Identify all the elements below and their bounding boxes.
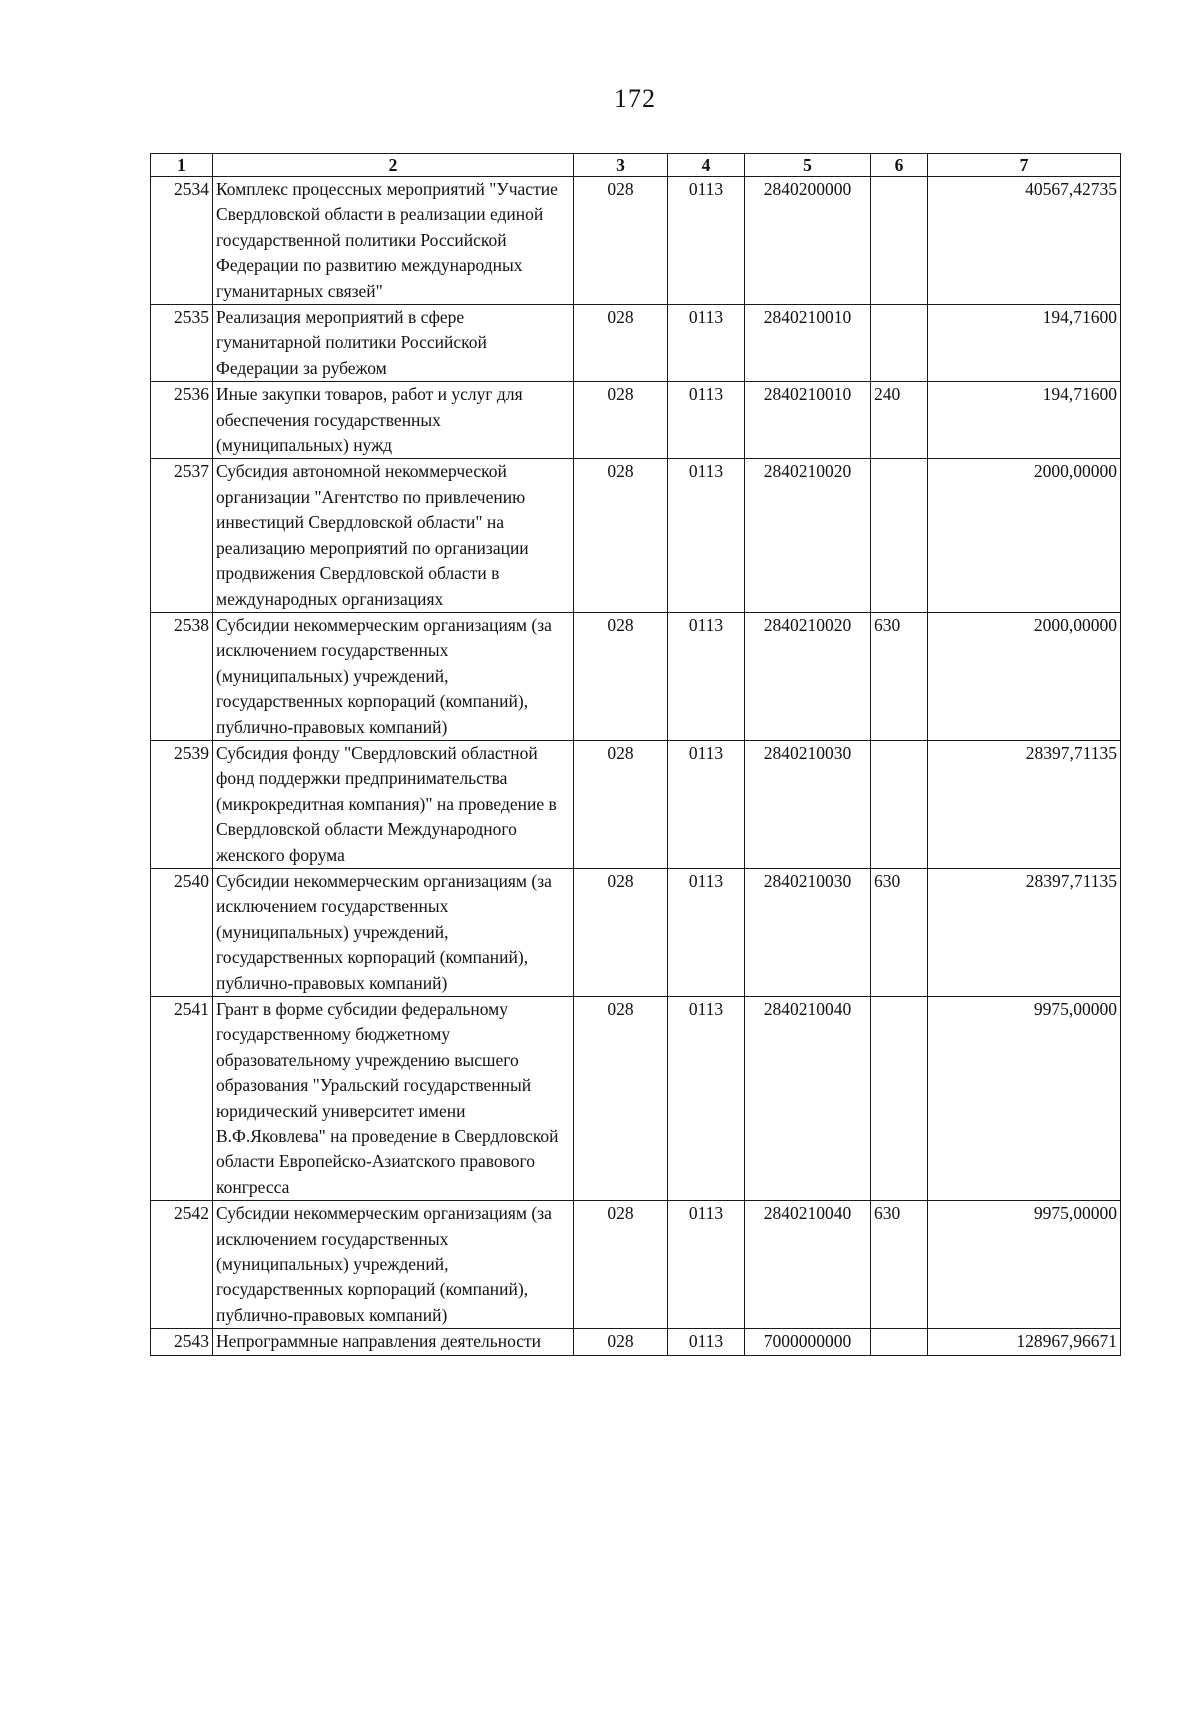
table-row bbox=[151, 382, 1121, 459]
header-col-7: 7 bbox=[928, 154, 1121, 177]
row-number: 2538 bbox=[151, 612, 213, 740]
row-description: Иные закупки товаров, работ и услуг для обеспечения государственных (муниципальных) нужд bbox=[213, 382, 574, 459]
row-number: 2534 bbox=[151, 177, 213, 305]
row-col-3: 028 bbox=[574, 997, 668, 1201]
row-col-4: 0113 bbox=[668, 177, 745, 305]
row-col-3: 028 bbox=[574, 740, 668, 868]
header-col-6: 6 bbox=[871, 154, 928, 177]
row-col-3: 028 bbox=[574, 382, 668, 459]
row-col-6 bbox=[871, 177, 928, 305]
row-col-3: 028 bbox=[574, 177, 668, 305]
header-row bbox=[151, 154, 1121, 177]
table-row bbox=[151, 740, 1121, 868]
row-number: 2539 bbox=[151, 740, 213, 868]
row-col-4: 0113 bbox=[668, 612, 745, 740]
table-row bbox=[151, 1201, 1121, 1329]
row-amount: 194,71600 bbox=[928, 305, 1121, 382]
row-description: Непрограммные направления деятельности bbox=[213, 1329, 574, 1355]
row-col-5: 2840210040 bbox=[745, 1201, 871, 1329]
row-amount: 2000,00000 bbox=[928, 459, 1121, 612]
row-col-5: 2840210010 bbox=[745, 305, 871, 382]
table-row bbox=[151, 305, 1121, 382]
row-col-6: 240 bbox=[871, 382, 928, 459]
table-header bbox=[151, 154, 1121, 177]
row-description: Комплекс процессных мероприятий "Участие Свердловской области в реализации единой государственной политики Российской Федерации по развитию международных гуманитарных связей" bbox=[213, 177, 574, 305]
row-col-3: 028 bbox=[574, 459, 668, 612]
page-number: 172 bbox=[614, 84, 656, 113]
row-col-4: 0113 bbox=[668, 1201, 745, 1329]
row-col-6: 630 bbox=[871, 868, 928, 996]
row-col-3: 028 bbox=[574, 868, 668, 996]
table-row bbox=[151, 612, 1121, 740]
row-col-4: 0113 bbox=[668, 382, 745, 459]
row-col-6 bbox=[871, 305, 928, 382]
table-row bbox=[151, 459, 1121, 612]
row-col-5: 2840200000 bbox=[745, 177, 871, 305]
row-col-6 bbox=[871, 459, 928, 612]
row-col-5: 2840210030 bbox=[745, 868, 871, 996]
table-row bbox=[151, 177, 1121, 305]
row-description: Субсидии некоммерческим организациям (за исключением государственных (муниципальных) учреждений, государственных корпораций (компаний), публично-правовых компаний) bbox=[213, 868, 574, 996]
row-number: 2537 bbox=[151, 459, 213, 612]
row-col-4: 0113 bbox=[668, 1329, 745, 1355]
row-description: Субсидия фонду "Свердловский областной фонд поддержки предпринимательства (микрокредитная компания)" на проведение в Свердловской области Международного женского форума bbox=[213, 740, 574, 868]
row-col-3: 028 bbox=[574, 1201, 668, 1329]
row-col-5: 2840210020 bbox=[745, 459, 871, 612]
row-col-4: 0113 bbox=[668, 305, 745, 382]
budget-table bbox=[150, 153, 1121, 1356]
row-col-4: 0113 bbox=[668, 997, 745, 1201]
row-description: Реализация мероприятий в сфере гуманитарной политики Российской Федерации за рубежом bbox=[213, 305, 574, 382]
header-col-5: 5 bbox=[745, 154, 871, 177]
row-number: 2535 bbox=[151, 305, 213, 382]
table-body bbox=[151, 177, 1121, 1356]
row-col-6: 630 bbox=[871, 612, 928, 740]
row-col-5: 2840210020 bbox=[745, 612, 871, 740]
row-amount: 9975,00000 bbox=[928, 1201, 1121, 1329]
table-row bbox=[151, 1329, 1121, 1355]
row-amount: 128967,96671 bbox=[928, 1329, 1121, 1355]
row-amount: 28397,71135 bbox=[928, 740, 1121, 868]
row-col-6 bbox=[871, 1329, 928, 1355]
header-col-3: 3 bbox=[574, 154, 668, 177]
row-description: Субсидия автономной некоммерческой организации "Агентство по привлечению инвестиций Свердловской области" на реализацию мероприятий по организации продвижения Свердловской области в международных организациях bbox=[213, 459, 574, 612]
row-description: Грант в форме субсидии федеральному государственному бюджетному образовательному учреждению высшего образования "Уральский государственный юридический университет имени В.Ф.Яковлева" на проведение в Свердловской области Европейско-Азиатского правового конгресса bbox=[213, 997, 574, 1201]
row-amount: 40567,42735 bbox=[928, 177, 1121, 305]
table-row bbox=[151, 868, 1121, 996]
row-number: 2541 bbox=[151, 997, 213, 1201]
row-description: Субсидии некоммерческим организациям (за исключением государственных (муниципальных) учреждений, государственных корпораций (компаний), публично-правовых компаний) bbox=[213, 1201, 574, 1329]
table-row bbox=[151, 997, 1121, 1201]
row-number: 2542 bbox=[151, 1201, 213, 1329]
row-amount: 2000,00000 bbox=[928, 612, 1121, 740]
header-col-1: 1 bbox=[151, 154, 213, 177]
row-col-5: 2840210040 bbox=[745, 997, 871, 1201]
row-col-5: 7000000000 bbox=[745, 1329, 871, 1355]
row-number: 2536 bbox=[151, 382, 213, 459]
row-number: 2540 bbox=[151, 868, 213, 996]
header-col-2: 2 bbox=[213, 154, 574, 177]
row-amount: 9975,00000 bbox=[928, 997, 1121, 1201]
header-col-4: 4 bbox=[668, 154, 745, 177]
row-col-6 bbox=[871, 997, 928, 1201]
row-col-6 bbox=[871, 740, 928, 868]
row-col-4: 0113 bbox=[668, 459, 745, 612]
row-col-4: 0113 bbox=[668, 740, 745, 868]
row-col-3: 028 bbox=[574, 612, 668, 740]
row-col-3: 028 bbox=[574, 305, 668, 382]
row-amount: 28397,71135 bbox=[928, 868, 1121, 996]
row-col-6: 630 bbox=[871, 1201, 928, 1329]
row-col-3: 028 bbox=[574, 1329, 668, 1355]
row-amount: 194,71600 bbox=[928, 382, 1121, 459]
row-description: Субсидии некоммерческим организациям (за исключением государственных (муниципальных) учреждений, государственных корпораций (компаний), публично-правовых компаний) bbox=[213, 612, 574, 740]
row-number: 2543 bbox=[151, 1329, 213, 1355]
row-col-5: 2840210030 bbox=[745, 740, 871, 868]
row-col-5: 2840210010 bbox=[745, 382, 871, 459]
row-col-4: 0113 bbox=[668, 868, 745, 996]
